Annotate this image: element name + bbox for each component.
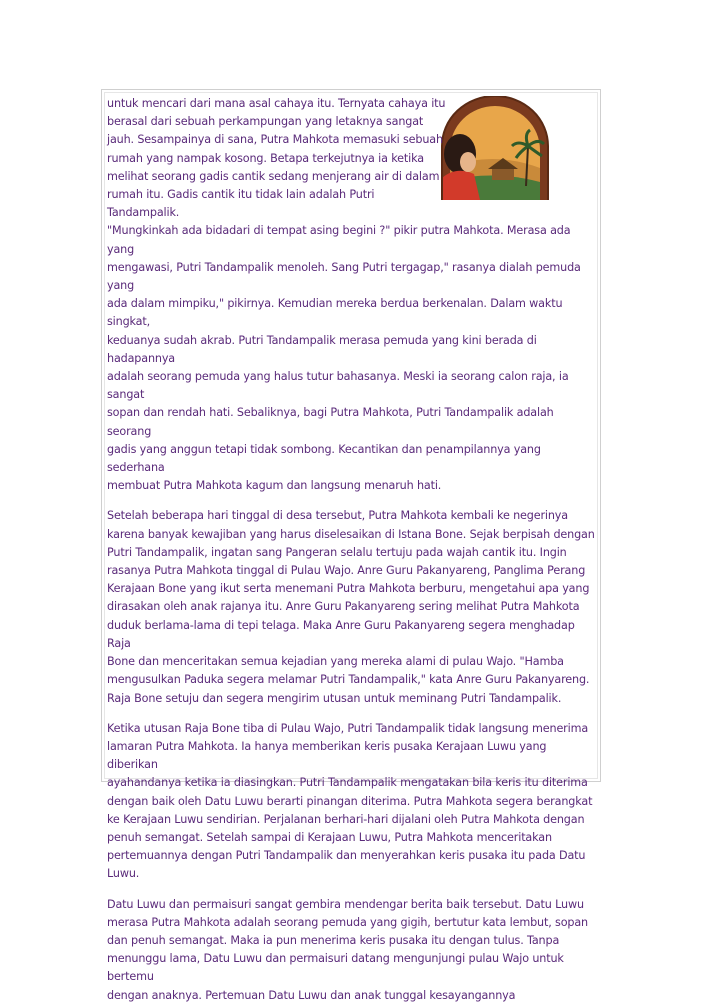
paragraph-3 (107, 720, 599, 884)
text-line: dengan anaknya. Pertemuan Datu Luwu dan anak tunggal kesayangannya (107, 988, 516, 1002)
text-line: dirasakan oleh anak rajanya itu. Anre Guru Pakanyareng sering melihat Putra Mahkota (107, 600, 580, 614)
text-line: jauh. Sesampainya di sana, Putra Mahkota memasuki sebuah (107, 133, 443, 147)
text-line: Datu Luwu dan permaisuri sangat gembira mendengar berita baik tersebut. Datu Luwu (107, 897, 584, 911)
text-line: pertemuannya dengan Putri Tandampalik dan menyerahkan keris pusaka itu pada Datu (107, 849, 586, 863)
text-line: penuh semangat. Setelah sampai di Kerajaan Luwu, Putra Mahkota menceritakan (107, 830, 552, 844)
text-line: mengusulkan Paduka segera melamar Putri Tandampalik," kata Anre Guru Pakanyareng. (107, 673, 590, 687)
text-line: Putri Tandampalik, ingatan sang Pangeran selalu tertuju pada wajah cantik itu. Ingin (107, 545, 567, 559)
text-line: menunggu lama, Datu Luwu dan permaisuri datang mengunjungi pulau Wajo untuk bertemu (107, 952, 564, 984)
text-line: gadis yang anggun tetapi tidak sombong. Kecantikan dan penampilannya yang sederhana (107, 442, 541, 475)
paragraph-gap (107, 884, 599, 896)
text-line: sopan dan rendah hati. Sebaliknya, bagi Putra Mahkota, Putri Tandampalik adalah seorang (107, 406, 554, 438)
paragraph-gap (107, 495, 599, 507)
text-line: duduk berlama-lama di tepi telaga. Maka Anre Guru Pakanyareng segera menghadap Raja (107, 618, 575, 650)
text-line: dengan baik oleh Datu Luwu berarti pinangan diterima. Putra Mahkota segera berangkat (107, 794, 593, 808)
text-line: ayahandanya ketika ia diasingkan. Putri Tandampalik mengatakan bila keris itu diterima (107, 776, 588, 790)
text-line: "Mungkinkah ada bidadari di tempat asing begini ?" pikir putra Mahkota. Merasa ada yang (107, 224, 571, 256)
text-line: Tandampalik. (107, 206, 180, 220)
text-line: Setelah beberapa hari tinggal di desa tersebut, Putra Mahkota kembali ke negerinya (107, 509, 568, 523)
text-line: Kerajaan Bone yang ikut serta menemani Putra Mahkota berburu, mengetahui apa yang (107, 582, 590, 596)
text-line: merasa Putra Mahkota adalah seorang pemuda yang gigih, bertutur kata lembut, sopan (107, 915, 588, 929)
text-line: adalah seorang pemuda yang halus tutur bahasanya. Meski ia seorang calon raja, ia sangat (107, 370, 569, 402)
text-line: ke Kerajaan Luwu sendirian. Perjalanan berhari-hari dijalani oleh Putra Mahkota dengan (107, 812, 585, 826)
text-line: dan penuh semangat. Maka ia pun menerima keris pusaka itu dengan tulus. Tanpa (107, 933, 560, 947)
text-line: lamaran Putra Mahkota. Ia hanya memberikan keris pusaka Kerajaan Luwu yang diberikan (107, 739, 547, 772)
text-line: untuk mencari dari mana asal cahaya itu. Ternyata cahaya itu (107, 97, 446, 110)
paragraph-4 (107, 896, 599, 1005)
paragraph-1 (107, 222, 599, 495)
story-text (107, 95, 599, 1005)
text-line: berasal dari sebuah perkampungan yang letaknya sangat (107, 115, 424, 129)
text-line: keduanya sudah akrab. Putri Tandampalik merasa pemuda yang kini berada di hadapannya (107, 333, 537, 365)
text-line: rumah yang nampak kosong. Betapa terkejutnya ia ketika (107, 151, 424, 165)
text-line: mengawasi, Putri Tandampalik menoleh. Sang Putri tergagap," rasanya dialah pemuda yang (107, 260, 581, 293)
text-line: rasanya Putra Mahkota tinggal di Pulau Wajo. Anre Guru Pakanyareng, Panglima Perang (107, 564, 586, 578)
text-line: rumah itu. Gadis cantik itu tidak lain adalah Putri (107, 188, 375, 202)
text-line: Ketika utusan Raja Bone tiba di Pulau Wajo, Putri Tandampalik tidak langsung menerima (107, 721, 589, 735)
text-line: Raja Bone setuju dan segera mengirim utusan untuk meminang Putri Tandampalik. (107, 691, 562, 705)
text-line: ada dalam mimpiku," pikirnya. Kemudian mereka berdua berkenalan. Dalam waktu singkat, (107, 297, 563, 329)
paragraph-gap (107, 708, 599, 720)
text-line: Bone dan menceritakan semua kejadian yang mereka alami di pulau Wajo. "Hamba (107, 655, 564, 669)
text-line: melihat seorang gadis cantik sedang menjerang air di dalam (107, 169, 440, 183)
intro-paragraph (107, 95, 599, 222)
text-line: Luwu. (107, 867, 140, 881)
text-line: membuat Putra Mahkota kagum dan langsung menaruh hati. (107, 479, 442, 493)
text-line: karena banyak kewajiban yang harus diselesaikan di Istana Bone. Sejak berpisah dengan (107, 527, 595, 541)
paragraph-2 (107, 507, 599, 707)
